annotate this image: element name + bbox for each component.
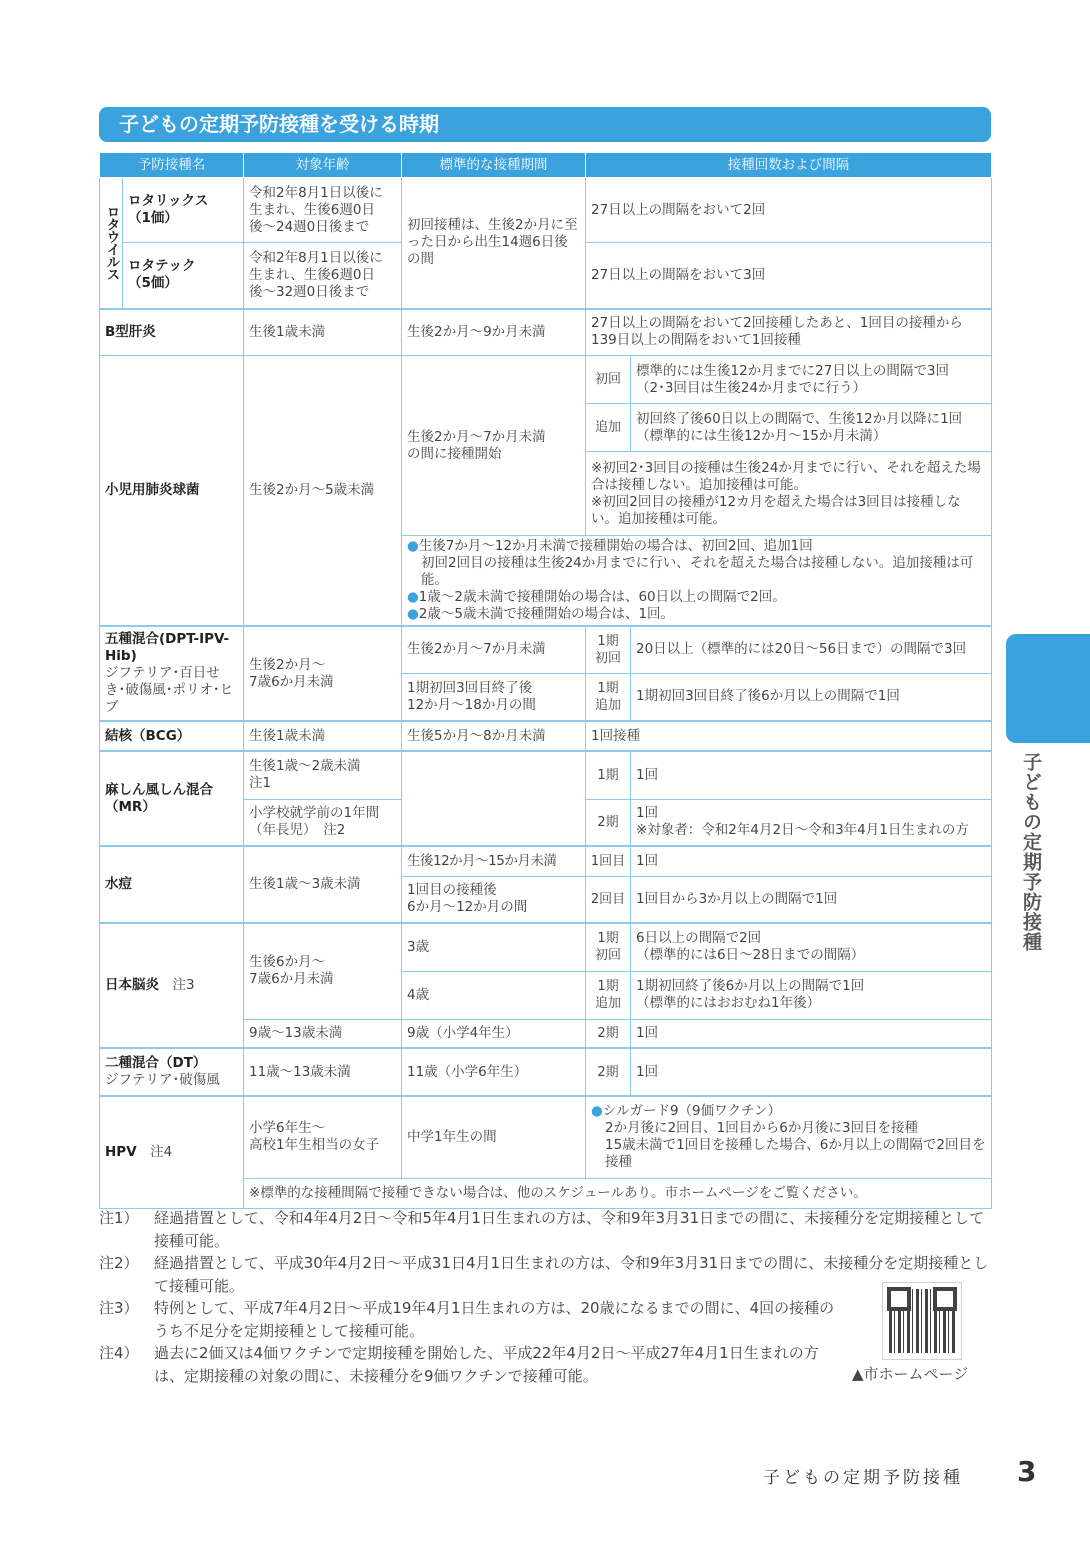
footnote-text: 過去に2価又は4価ワクチンで定期接種を開始した、平成22年4月2日〜平成27年4月1日生まれの方は、定期接種の対象の間に、未接種分を9価ワクチンで接種可能。	[154, 1344, 819, 1385]
header-count: 接種回数および間隔	[586, 153, 992, 178]
pneumo-notes	[586, 452, 992, 536]
bullet-text: 1歳〜2歳未満で接種開始の場合は、60日以上の間隔で2回。	[418, 589, 786, 605]
bullet-icon: ●	[407, 606, 419, 622]
vaccine-name	[100, 1096, 244, 1208]
target-age: 生後1歳未満	[244, 721, 402, 751]
header-name: 予防接種名	[100, 153, 244, 178]
standard-period: 4歳	[402, 971, 586, 1019]
bullet-text: シルガード9（9価ワクチン）	[602, 1103, 781, 1120]
vaccine-name-main: 五種混合(DPT-IPV-Hib)	[105, 631, 230, 664]
vaccine-name: 水痘	[100, 846, 244, 923]
vaccine-name: ロタテック （5価）	[123, 243, 244, 309]
table-row	[100, 923, 992, 971]
footnote-key: 注2）	[99, 1254, 139, 1272]
header-age: 対象年齢	[244, 153, 402, 178]
footnote-text: 経過措置として、平成30年4月2日〜平成31日4月1日生まれの方は、令和9年3月31日までの間に、未接種分を定期接種として接種可能。	[154, 1254, 989, 1295]
standard-period: 生後5か月〜8か月未満	[402, 721, 586, 751]
bullet-subtext: 2か月後に2回目、1回目から6か月後に3回目を接種 15歳未満で1回目を接種した場合、6か月以上の間隔で2回目を接種	[605, 1120, 986, 1171]
bullet-icon: ●	[407, 538, 419, 554]
target-age: 9歳〜13歳未満	[244, 1019, 402, 1048]
vaccine-name: 小児用肺炎球菌	[100, 356, 244, 627]
target-age: 生後1歳〜3歳未満	[244, 846, 402, 923]
footer-title: 子どもの定期予防接種	[763, 1468, 963, 1488]
table-row	[100, 178, 992, 243]
footnote-key: 注1）	[99, 1209, 139, 1227]
count-interval: 20日以上（標準的には20日〜56日まで）の間隔で3回	[631, 626, 992, 673]
dose-label: 初回	[586, 356, 631, 404]
count-interval	[586, 1096, 992, 1178]
target-age: 生後1歳未満	[244, 309, 402, 356]
page-number: 3	[1017, 1455, 1037, 1488]
dose-label: 1期 追加	[586, 673, 631, 721]
standard-period: 9歳（小学4年生）	[402, 1019, 586, 1048]
vaccine-name	[100, 923, 244, 1048]
note-text: ※初回2･3回目の接種は生後24か月までに行い、それを超えた場合は接種しない。追加接種は可能。	[591, 459, 981, 493]
count-interval: 1回	[631, 1019, 992, 1048]
note-text: ※初回2回目の接種が12カ月を超えた場合は3回目は接種しない。追加接種は可能。	[591, 493, 961, 527]
target-age: 生後1歳〜2歳未満 注1	[244, 751, 402, 799]
target-age: 生後6か月〜 7歳6か月未満	[244, 923, 402, 1019]
count-interval: 27日以上の間隔をおいて2回	[586, 178, 992, 243]
standard-period: 1期初回3回目終了後 12か月〜18か月の間	[402, 673, 586, 721]
footnote	[99, 1297, 839, 1342]
table-row	[100, 751, 992, 799]
dose-label: 1回目	[586, 846, 631, 876]
table-row	[100, 721, 992, 751]
dose-label: 2期	[586, 1048, 631, 1096]
standard-period: 中学1年生の間	[402, 1096, 586, 1178]
vaccine-name-main: HPV	[105, 1143, 137, 1160]
standard-period: 11歳（小学6年生）	[402, 1048, 586, 1096]
count-interval: 1回目から3か月以上の間隔で1回	[631, 876, 992, 923]
count-interval: 1期初回終了後6か月以上の間隔で1回 （標準的にはおおむね1年後）	[631, 971, 992, 1019]
vaccine-name-sub: ジフテリア･百日せき･破傷風･ポリオ･ヒブ	[105, 665, 234, 715]
count-interval: 1期初回3回目終了後6か月以上の間隔で1回	[631, 673, 992, 721]
vaccine-name-main: 二種混合（DT）	[105, 1055, 207, 1071]
count-interval: 27日以上の間隔をおいて2回接種したあと、1回目の接種から139日以上の間隔をおいて1回接種	[586, 309, 992, 356]
vaccine-name: 結核（BCG）	[100, 721, 244, 751]
vaccine-name: ロタリックス （1価）	[123, 178, 244, 243]
table-row	[100, 626, 992, 673]
standard-period: 生後2か月〜7か月未満 の間に接種開始	[402, 356, 586, 536]
target-age: 小学6年生〜 高校1年生相当の女子	[244, 1096, 402, 1178]
count-interval: 27日以上の間隔をおいて3回	[586, 243, 992, 309]
footnote-key: 注3）	[99, 1299, 139, 1317]
standard-period: 3歳	[402, 923, 586, 971]
standard-period	[402, 751, 586, 846]
qr-code[interactable]	[883, 1283, 961, 1359]
standard-period: 生後12か月〜15か月未満	[402, 846, 586, 876]
rotavirus-group: ロタウイルス	[100, 178, 123, 309]
footnote-key: 注4）	[99, 1344, 139, 1362]
vaccine-name	[100, 626, 244, 721]
target-age: 生後2か月〜 7歳6か月未満	[244, 626, 402, 721]
footnote-text: 経過措置として、令和4年4月2日〜令和5年4月1日生まれの方は、令和9年3月31日までの間に、未接種分を定期接種として接種可能。	[154, 1209, 985, 1250]
table-row	[100, 309, 992, 356]
bullet-icon: ●	[591, 1103, 603, 1120]
table-row	[100, 1096, 992, 1178]
count-interval: 初回終了後60日以上の間隔で、生後12か月以降に1回 （標準的には生後12か月〜15か月未満）	[631, 404, 992, 452]
note-ref: 注3	[172, 977, 195, 993]
target-age: 11歳〜13歳未満	[244, 1048, 402, 1096]
count-interval: 1回	[631, 751, 992, 799]
target-age: 令和2年8月1日以後に生まれ、生後6週0日後〜24週0日後まで	[244, 178, 402, 243]
standard-period: 生後2か月〜7か月未満	[402, 626, 586, 673]
footnote	[99, 1252, 991, 1297]
target-age: 小学校就学前の1年間 （年長児） 注2	[244, 799, 402, 846]
footnote	[99, 1207, 991, 1252]
table-row	[100, 356, 992, 404]
header-period: 標準的な接種期間	[402, 153, 586, 178]
vaccination-schedule-table	[99, 152, 992, 1209]
bullet-subtext: 初回2回目の接種は生後24か月までに行い、それを超えた場合は接種しない。追加接種は可能。	[421, 555, 974, 588]
side-tab-label: 子どもの定期予防接種	[1020, 752, 1042, 952]
standard-period: 1回目の接種後 6か月〜12か月の間	[402, 876, 586, 923]
count-interval: 6日以上の間隔で2回 （標準的には6日〜28日までの間隔）	[631, 923, 992, 971]
vaccine-name-main: 日本脳炎	[105, 977, 159, 993]
page-title: 子どもの定期予防接種を受ける時期	[99, 107, 991, 142]
dose-label: 1期 追加	[586, 971, 631, 1019]
dose-label: 2期	[586, 799, 631, 846]
dose-label: 2回目	[586, 876, 631, 923]
target-age: 令和2年8月1日以後に生まれ、生後6週0日後〜32週0日後まで	[244, 243, 402, 309]
bullet-text: 2歳〜5歳未満で接種開始の場合は、1回。	[418, 606, 675, 622]
count-interval: 1回 ※対象者：令和2年4月2日〜令和3年4月1日生まれの方	[631, 799, 992, 846]
dose-label: 1期 初回	[586, 923, 631, 971]
qr-label: ▲市ホームページ	[852, 1365, 969, 1383]
table-header	[100, 153, 992, 178]
vaccine-name: 麻しん風しん混合 （MR）	[100, 751, 244, 846]
table-row	[100, 846, 992, 876]
count-interval: 標準的には生後12か月までに27日以上の間隔で3回 （2･3回目は生後24か月までに行う）	[631, 356, 992, 404]
footnote-text: 特例として、平成7年4月2日〜平成19年4月1日生まれの方は、20歳になるまでの間に、4回の接種のうち不足分を定期接種として接種可能。	[154, 1299, 835, 1340]
vaccine-name-sub: ジフテリア･破傷風	[105, 1072, 220, 1088]
count-interval: 1回	[631, 1048, 992, 1096]
dose-label: 1期	[586, 751, 631, 799]
pneumo-bullets	[402, 536, 992, 627]
count-interval: 1回接種	[586, 721, 992, 751]
dose-label: 2期	[586, 1019, 631, 1048]
dose-label: 追加	[586, 404, 631, 452]
footnote	[99, 1342, 839, 1387]
vaccine-name	[100, 1048, 244, 1096]
bullet-icon: ●	[407, 589, 419, 605]
vaccine-name: B型肝炎	[100, 309, 244, 356]
bullet-text: 生後7か月〜12か月未満で接種開始の場合は、初回2回、追加1回	[418, 538, 813, 554]
count-interval: 1回	[631, 846, 992, 876]
table-footnote: ※標準的な接種間隔で接種できない場合は、他のスケジュールあり。市ホームページをご覧ください。	[244, 1178, 992, 1208]
dose-label: 1期 初回	[586, 626, 631, 673]
note-ref: 注4	[150, 1143, 173, 1160]
target-age: 生後2か月〜5歳未満	[244, 356, 402, 627]
table-row	[100, 1048, 992, 1096]
standard-period: 生後2か月〜9か月未満	[402, 309, 586, 356]
standard-period: 初回接種は、生後2か月に至った日から出生14週6日後の間	[402, 178, 586, 309]
side-tab[interactable]	[1006, 634, 1090, 743]
